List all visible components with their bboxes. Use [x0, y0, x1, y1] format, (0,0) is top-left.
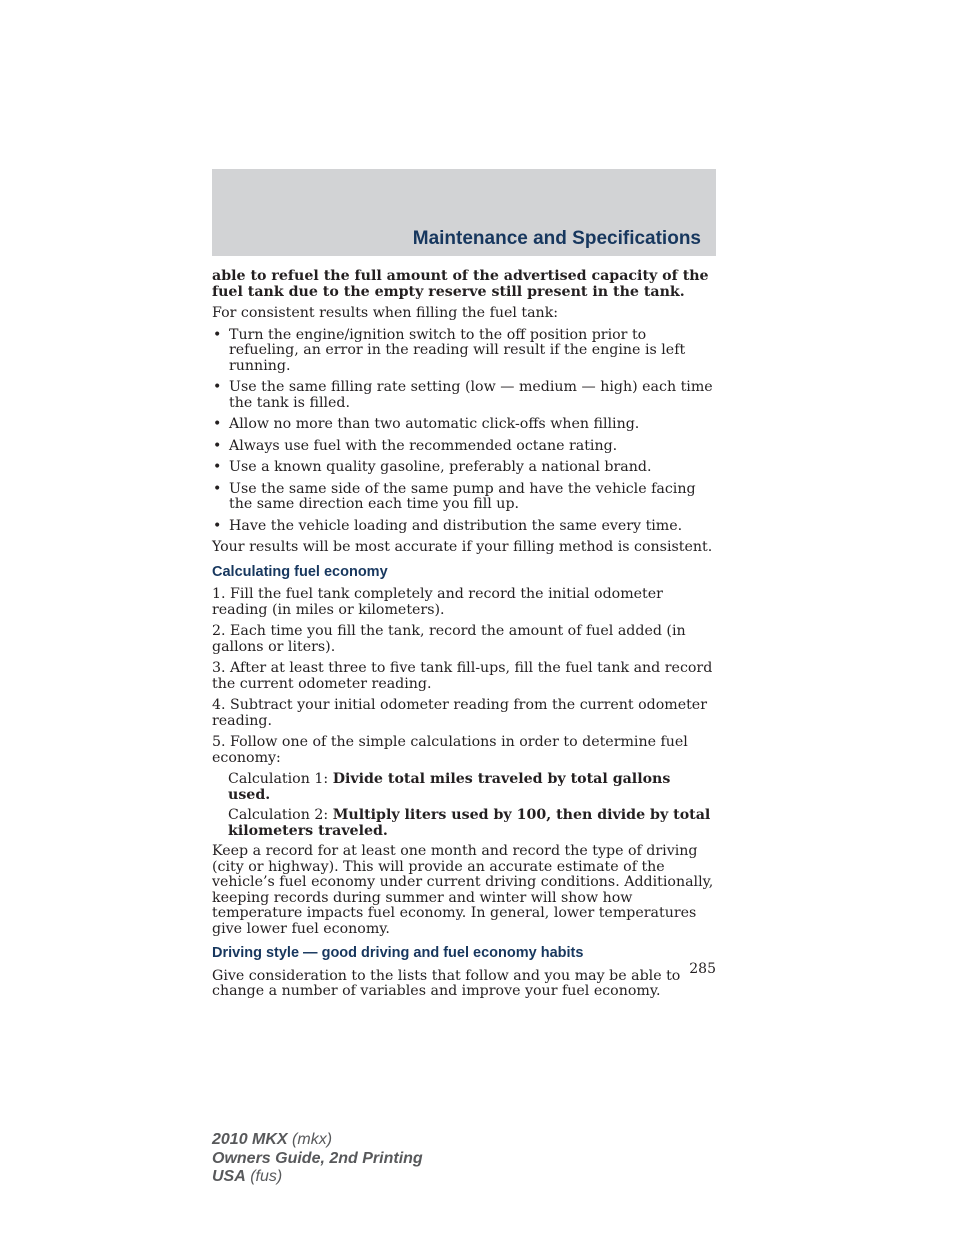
record-keeping-paragraph: Keep a record for at least one month and record the type of driving (city or highway). This will provide an accurate estimate of the vehicle’s fuel economy under current driving conditions. Additionally, keeping records during summer and winter will show how temperature impacts fuel economy. In general, lower temperatures give lower fuel economy. [212, 843, 714, 937]
list-item [212, 482, 716, 513]
bullet-icon: • [213, 517, 222, 534]
bullet-icon: • [213, 416, 222, 432]
calculation-1-label: Calculation 1: [228, 771, 329, 787]
footer-line-3 [212, 1168, 423, 1187]
footer-line-2: Owners Guide, 2nd Printing [212, 1149, 423, 1167]
page-content [212, 269, 716, 1006]
list-item-text: Turn the engine/ignition switch to the off position prior to refueling, an error in the reading will result if the engine is left running. [229, 326, 686, 374]
calculation-2-text: Multiply liters used by 100, then divide by total kilometers traveled. [228, 807, 711, 839]
consistent-results-intro: For consistent results when filling the fuel tank: [212, 305, 559, 321]
step-1: 1. Fill the fuel tank completely and record the initial odometer reading (in miles or kilometers). [212, 586, 663, 618]
calculation-1 [212, 772, 716, 803]
list-item-text: Use a known quality gasoline, preferably a national brand. [229, 459, 652, 475]
calculation-2-label: Calculation 2: [228, 807, 329, 823]
results-note: Your results will be most accurate if your filling method is consistent. [212, 539, 713, 555]
list-item [212, 439, 716, 455]
bullet-icon: • [213, 326, 222, 343]
list-item-text: Use the same side of the same pump and have the vehicle facing the same direction each time you fill up. [229, 480, 696, 512]
driving-style-paragraph: Give consideration to the lists that follow and you may be able to change a number of variables and improve your fuel economy. [212, 967, 681, 999]
footer-model: 2010 MKX [212, 1131, 288, 1148]
section-title: Maintenance and Specifications [412, 228, 701, 249]
calculation-1-text: Divide total miles traveled by total gallons used. [228, 771, 671, 803]
list-item-text: Use the same filling rate setting (low — medium — high) each time the tank is filled. [229, 379, 713, 411]
step-2: 2. Each time you fill the tank, record the amount of fuel added (in gallons or liters). [212, 623, 686, 655]
footer-model-code: (mkx) [287, 1131, 333, 1148]
bullet-icon: • [213, 437, 222, 454]
footer-market: USA [212, 1168, 246, 1185]
footer-market-code: (fus) [245, 1168, 283, 1185]
heading-driving-style: Driving style — good driving and fuel economy habits [212, 945, 584, 961]
list-item-text: Always use fuel with the recommended octane rating. [229, 437, 618, 454]
filling-tips-list [212, 328, 716, 535]
step-5: 5. Follow one of the simple calculations in order to determine fuel economy: [212, 734, 688, 766]
step-4: 4. Subtract your initial odometer reading from the current odometer reading. [212, 697, 707, 729]
list-item-text: Allow no more than two automatic click-offs when filling. [229, 416, 640, 432]
document-footer [212, 1131, 423, 1187]
bullet-icon: • [213, 379, 222, 395]
list-item [212, 328, 716, 375]
calculation-2 [212, 808, 716, 839]
bullet-icon: • [213, 480, 222, 497]
step-3: 3. After at least three to five tank fill-ups, fill the fuel tank and record the current odometer reading. [212, 660, 713, 692]
list-item [212, 417, 716, 433]
page-number: 285 [689, 961, 716, 977]
list-item [212, 519, 716, 535]
bullet-icon: • [213, 459, 222, 475]
list-item-text: Have the vehicle loading and distribution the same every time. [229, 517, 683, 534]
intro-bold-paragraph: able to refuel the full amount of the advertised capacity of the fuel tank due to the empty reserve still present in the tank. [212, 268, 709, 300]
heading-calculating-fuel-economy: Calculating fuel economy [212, 563, 388, 580]
list-item [212, 380, 716, 411]
section-header-band [212, 169, 716, 256]
list-item [212, 460, 716, 476]
footer-line-1 [212, 1131, 423, 1150]
